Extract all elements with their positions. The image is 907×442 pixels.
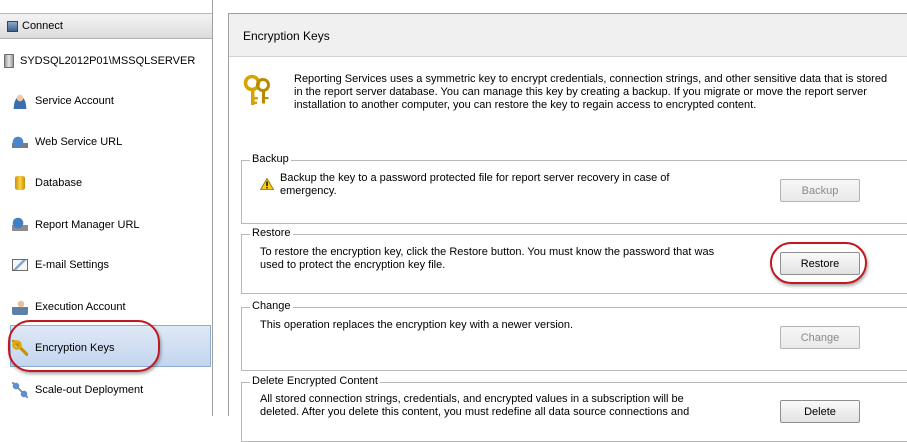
sidebar-item-label: E-mail Settings — [35, 259, 109, 271]
sidebar-item-label: Scale-out Deployment — [35, 384, 144, 396]
report-manager-icon — [12, 217, 28, 233]
backup-group-title: Backup — [252, 153, 289, 165]
sidebar-item-label: Web Service URL — [35, 136, 123, 148]
change-button[interactable]: Change — [780, 326, 860, 349]
highlight-oval-encryption-keys — [8, 320, 160, 372]
backup-button[interactable]: Backup — [780, 179, 860, 202]
sidebar-item-database[interactable] — [12, 174, 82, 192]
restore-description: To restore the encryption key, click the Restore button. You must know the password that was used to protect the encryption key file. — [260, 246, 715, 271]
encryption-key-icon — [243, 74, 275, 108]
restore-button[interactable]: Restore — [780, 252, 860, 275]
connect-label: Connect — [22, 20, 63, 32]
sidebar-item-web-service-url[interactable] — [12, 133, 122, 151]
server-icon — [4, 54, 14, 68]
intro-text: Reporting Services uses a symmetric key to encrypt credentials, connection strings, and other sensitive data that is stored in the report server database. You can manage this key by creating a backup. If you migrate or move the report server installation to another computer, you can restore the key to regain access to encrypted content. — [294, 73, 888, 111]
page-title: Encryption Keys — [243, 29, 330, 43]
sidebar-item-report-manager-url[interactable] — [12, 216, 140, 234]
sidebar-item-email-settings[interactable] — [12, 256, 109, 274]
delete-group-title: Delete Encrypted Content — [252, 375, 378, 387]
backup-description: Backup the key to a password protected file for report server recovery in case of emergency. — [280, 172, 670, 197]
backup-group — [241, 153, 907, 224]
change-group — [241, 300, 907, 371]
sidebar-item-label: Execution Account — [35, 301, 126, 313]
delete-group — [241, 375, 907, 442]
page-header — [229, 14, 907, 57]
sidebar-item-service-account[interactable] — [12, 92, 114, 110]
sidebar-item-label: Encryption Keys — [35, 342, 115, 354]
delete-button[interactable]: Delete — [780, 400, 860, 423]
delete-description: All stored connection strings, credentials, and encrypted values in a subscription will be deleted. After you delete this content, you must redefine all data source connections and — [260, 393, 690, 418]
change-group-title: Change — [252, 300, 291, 312]
sidebar-item-label: Service Account — [35, 95, 114, 107]
connect-button[interactable] — [0, 13, 212, 39]
sidebar-item-execution-account[interactable] — [12, 298, 126, 316]
connect-icon — [7, 21, 18, 32]
execution-account-icon — [12, 299, 28, 315]
sidebar-item-label: Report Manager URL — [35, 219, 140, 231]
navigation-pane — [0, 0, 213, 416]
content-pane — [228, 13, 907, 416]
change-description: This operation replaces the encryption key with a newer version. — [260, 319, 574, 331]
sidebar-item-label: Database — [35, 177, 83, 189]
sidebar-item-scale-out-deployment[interactable] — [12, 381, 143, 399]
service-account-icon — [12, 93, 28, 109]
scaleout-icon — [12, 382, 28, 398]
server-node[interactable] — [4, 53, 195, 69]
email-icon — [12, 259, 28, 271]
restore-group-title: Restore — [252, 227, 291, 239]
warning-icon — [260, 178, 274, 190]
database-icon — [15, 176, 25, 190]
web-service-icon — [12, 134, 28, 150]
highlight-oval-restore — [770, 242, 867, 284]
server-name: SYDSQL2012P01\MSSQLSERVER — [20, 55, 196, 67]
